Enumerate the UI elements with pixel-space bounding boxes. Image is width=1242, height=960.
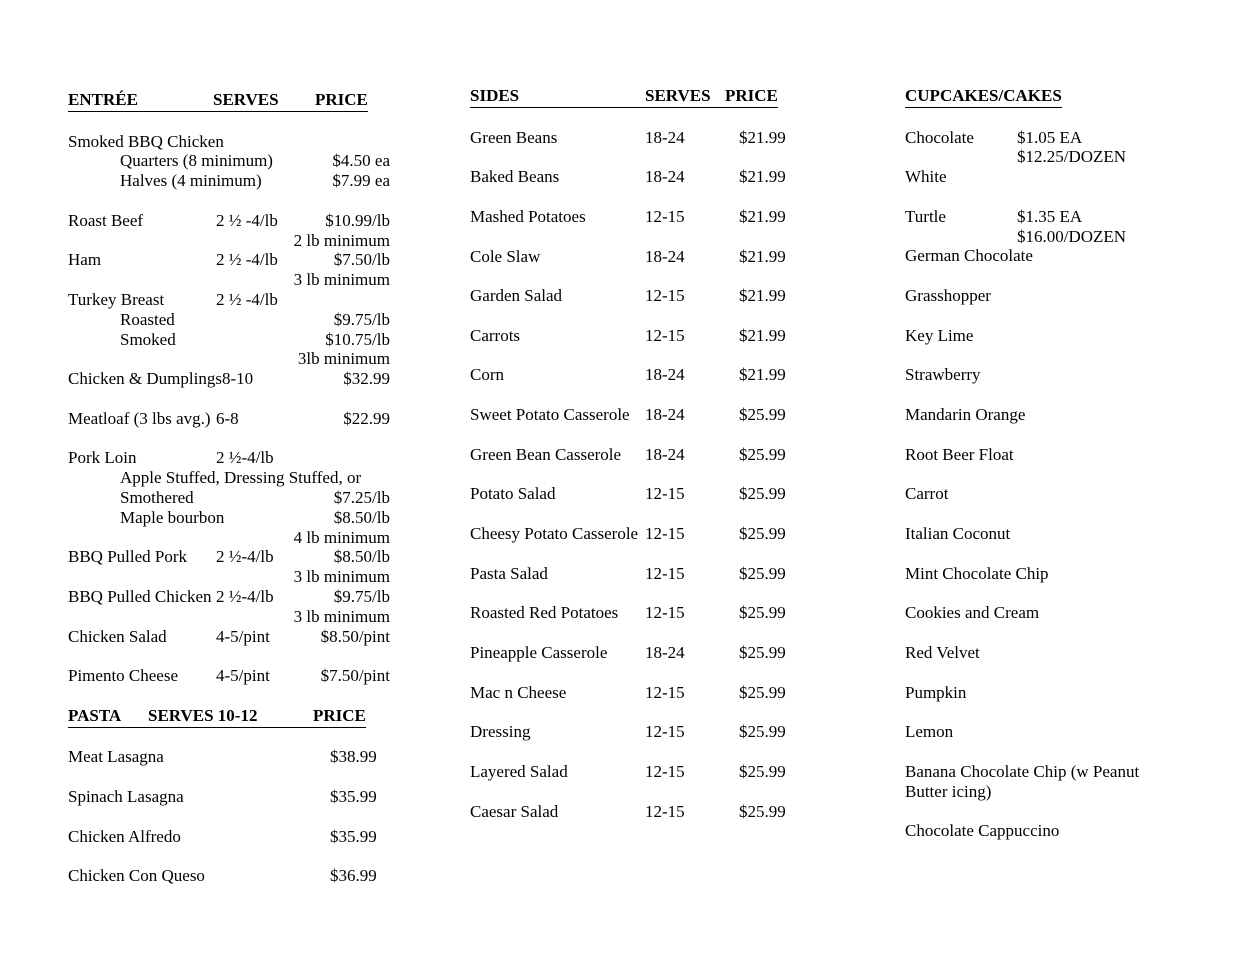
item-name (68, 231, 216, 251)
item-price: $8.50/lb (333, 507, 390, 527)
blank-line (68, 191, 390, 211)
item-serves: 18-24 (645, 246, 685, 266)
sides-item-row (470, 802, 788, 822)
item-name: Caesar Salad (470, 801, 559, 821)
item-name: Mandarin Orange (905, 405, 1026, 425)
item-price: $8.50/lb (333, 547, 390, 567)
item-name: Cole Slaw (470, 246, 541, 266)
item-serves: 2 ½-4/lb (216, 448, 274, 468)
item-serves: 18-24 (645, 167, 685, 187)
item-name: Chocolate (905, 127, 974, 147)
entree-line (68, 250, 390, 270)
item-price: $21.99 (739, 206, 786, 226)
item-price: $7.50/pint (320, 666, 390, 686)
item-price: $25.99 (739, 722, 786, 742)
item-price: $25.99 (739, 524, 786, 544)
item-price (1017, 167, 1242, 187)
entree-line (68, 132, 390, 152)
entree-line (68, 567, 390, 587)
pasta-item-row (68, 747, 390, 767)
item-price: $9.75/lb (333, 586, 390, 606)
entree-line (68, 171, 390, 191)
entree-line (68, 211, 390, 231)
item-name: Smoked (120, 329, 176, 349)
item-serves: 2 ½ -4/lb (216, 289, 278, 309)
sides-item-row (470, 286, 788, 306)
item-price: $10.99/lb (325, 210, 390, 230)
item-serves: 12-15 (645, 722, 685, 742)
entree-line (68, 270, 390, 290)
cupcake-line (905, 643, 1242, 663)
item-name: BBQ Pulled Chicken (68, 586, 212, 606)
item-name: Roasted Red Potatoes (470, 603, 619, 623)
item-price: $38.99 (330, 747, 377, 767)
sides-item-row (470, 762, 788, 782)
entree-pasta-column (68, 90, 390, 906)
entree-line (68, 468, 390, 488)
item-serves: 12-15 (645, 524, 685, 544)
item-serves: 12-15 (645, 761, 685, 781)
item-price: 3 lb minimum (293, 606, 390, 626)
item-name: Green Beans (470, 127, 558, 147)
item-price (1017, 683, 1242, 703)
item-name: Sweet Potato Casserole (470, 405, 630, 425)
cupcake-line (905, 227, 1242, 247)
item-price: 4 lb minimum (293, 527, 390, 547)
entree-line (68, 330, 390, 350)
item-price (1017, 445, 1242, 465)
pasta-item-row (68, 866, 390, 886)
cupcake-line (905, 445, 1242, 465)
item-name: Butter icing) (905, 781, 992, 801)
item-price: $25.99 (739, 682, 786, 702)
item-price: $21.99 (739, 325, 786, 345)
item-price (1033, 246, 1242, 266)
item-name: Grasshopper (905, 286, 991, 306)
cupcakes-column (905, 86, 1242, 861)
item-name: Mashed Potatoes (470, 206, 586, 226)
item-price: $36.99 (330, 866, 377, 886)
item-name: Strawberry (905, 365, 981, 385)
sides-header-title: SIDES (470, 86, 520, 105)
item-price: $25.99 (739, 405, 786, 425)
sides-item-row (470, 167, 788, 187)
item-serves: 12-15 (645, 206, 685, 226)
cupcakes-list (905, 128, 1242, 841)
item-name: Pimento Cheese (68, 666, 179, 686)
sides-column (470, 86, 788, 841)
cupcake-line (905, 207, 1242, 227)
cupcake-line (905, 722, 1242, 742)
item-serves: 12-15 (645, 801, 685, 821)
item-name: Cheesy Potato Casserole (470, 524, 639, 544)
item-price: $7.50/lb (333, 250, 390, 270)
item-serves: 18-24 (645, 365, 685, 385)
item-serves: 18-24 (645, 642, 685, 662)
item-price: $25.99 (739, 761, 786, 781)
cupcake-line (905, 762, 1242, 782)
cupcake-line (905, 683, 1242, 703)
item-price: $21.99 (739, 246, 786, 266)
cupcake-line (905, 286, 1242, 306)
item-serves: 2 ½-4/lb (216, 586, 274, 606)
item-name: Turkey Breast (68, 289, 165, 309)
cupcake-line (905, 365, 1242, 385)
item-name: Maple bourbon (120, 507, 225, 527)
item-name: German Chocolate (905, 246, 1033, 266)
item-name: White (905, 167, 947, 187)
cupcake-line (905, 564, 1242, 584)
item-name: Pumpkin (905, 682, 967, 702)
item-serves: 12-15 (645, 682, 685, 702)
entree-line (68, 310, 390, 330)
sides-item-row (470, 564, 788, 584)
entree-line (68, 369, 390, 389)
item-name: Chicken Con Queso (68, 866, 205, 886)
item-serves: 2 ½-4/lb (216, 547, 274, 567)
item-price (274, 448, 390, 468)
entree-line (68, 508, 390, 528)
item-price: 3 lb minimum (293, 270, 390, 290)
item-name: Roasted (120, 309, 175, 329)
sides-item-row (470, 128, 788, 148)
item-price (1017, 722, 1242, 742)
pasta-list (68, 747, 390, 886)
item-name (905, 227, 1017, 247)
cupcakes-header-title: CUPCAKES/CAKES (905, 86, 1062, 105)
item-price (361, 468, 390, 488)
item-serves: 2 ½ -4/lb (216, 250, 278, 270)
item-price: $8.50/pint (320, 626, 390, 646)
sides-item-row (470, 247, 788, 267)
blank-line (68, 686, 390, 706)
sides-list (470, 128, 788, 822)
item-price: $25.99 (739, 603, 786, 623)
item-price: $25.99 (739, 563, 786, 583)
entree-line (68, 488, 390, 508)
item-serves: 12-15 (645, 603, 685, 623)
entree-line (68, 231, 390, 251)
pasta-header-title: PASTA (68, 705, 122, 725)
item-name: Smoked BBQ Chicken (68, 131, 224, 151)
item-price: $4.50 ea (332, 151, 390, 171)
item-serves: 8-10 (221, 369, 254, 389)
item-price (1049, 564, 1242, 584)
item-name: Dressing (470, 722, 531, 742)
item-name: Chocolate Cappuccino (905, 821, 1060, 841)
item-price: $25.99 (739, 484, 786, 504)
sides-item-row (470, 484, 788, 504)
item-serves: 18-24 (645, 405, 685, 425)
item-serves: 6-8 (216, 408, 239, 428)
entree-line (68, 627, 390, 647)
item-price: $22.99 (343, 408, 390, 428)
item-name: Chicken Alfredo (68, 826, 181, 846)
item-name: Lemon (905, 722, 954, 742)
item-price (1039, 603, 1242, 623)
item-price: 3 lb minimum (293, 567, 390, 587)
item-name: Roast Beef (68, 210, 144, 230)
item-price: $12.25/DOZEN (1017, 147, 1127, 167)
item-name: Key Lime (905, 325, 974, 345)
blank-line (68, 389, 390, 409)
item-price (1017, 365, 1242, 385)
cupcake-line (905, 246, 1242, 266)
item-name: Pork Loin (68, 448, 137, 468)
item-name: Apple Stuffed, Dressing Stuffed, or (120, 468, 362, 488)
item-name: Smothered (120, 487, 194, 507)
item-serves: 12-15 (645, 325, 685, 345)
item-serves: 12-15 (645, 286, 685, 306)
sides-item-row (470, 722, 788, 742)
item-name: Meatloaf (3 lbs avg.) (68, 408, 211, 428)
item-price: $1.35 EA (1017, 206, 1083, 226)
item-price: $21.99 (739, 167, 786, 187)
item-name (68, 567, 216, 587)
item-price (1059, 821, 1242, 841)
item-name: Chicken Salad (68, 626, 167, 646)
item-name: Mac n Cheese (470, 682, 567, 702)
entree-line (68, 409, 390, 429)
item-price: $10.75/lb (325, 329, 390, 349)
item-name: Ham (68, 250, 102, 270)
item-name: Cookies and Cream (905, 603, 1040, 623)
sides-item-row (470, 207, 788, 227)
entree-line (68, 151, 390, 171)
item-price (1017, 326, 1242, 346)
cupcake-line (905, 147, 1242, 167)
cupcake-line (905, 405, 1242, 425)
entree-list (68, 112, 390, 706)
item-price: $21.99 (739, 365, 786, 385)
item-name: Turtle (905, 206, 946, 226)
cupcake-line (905, 484, 1242, 504)
sides-item-row (470, 524, 788, 544)
entree-line (68, 349, 390, 369)
item-name: Meat Lasagna (68, 747, 164, 767)
item-price: $25.99 (739, 444, 786, 464)
item-name: Halves (4 minimum) (120, 171, 262, 191)
item-price: $7.99 ea (332, 171, 390, 191)
item-price (278, 290, 390, 310)
sides-item-row (470, 405, 788, 425)
entree-line (68, 448, 390, 468)
sides-item-row (470, 365, 788, 385)
item-price: $35.99 (330, 786, 377, 806)
item-serves: 12-15 (645, 563, 685, 583)
entree-line (68, 607, 390, 627)
item-price: $35.99 (330, 826, 377, 846)
item-price (1017, 484, 1242, 504)
item-serves: 4-5/pint (216, 666, 270, 686)
cupcake-line (905, 524, 1242, 544)
item-price: $21.99 (739, 286, 786, 306)
item-price (1017, 643, 1242, 663)
item-name: Red Velvet (905, 642, 980, 662)
item-name (905, 147, 1017, 167)
item-name: Corn (470, 365, 504, 385)
sides-item-row (470, 643, 788, 663)
item-price: 3lb minimum (297, 349, 390, 369)
item-price: $25.99 (739, 642, 786, 662)
blank-line (68, 112, 390, 132)
pasta-header-price: PRICE (313, 705, 366, 725)
entree-header-price: PRICE (315, 90, 368, 109)
sides-header (470, 86, 778, 108)
item-price: $16.00/DOZEN (1017, 226, 1127, 246)
cupcake-line (905, 167, 1242, 187)
cupcake-line (905, 782, 1242, 802)
entree-line (68, 547, 390, 567)
item-price (1017, 782, 1242, 802)
item-price (1017, 524, 1242, 544)
item-price: 2 lb minimum (293, 230, 390, 250)
entree-header (68, 90, 368, 112)
sides-item-row (470, 445, 788, 465)
cupcake-line (905, 128, 1242, 148)
item-name: Chicken & Dumplings (68, 369, 222, 389)
cupcakes-header (905, 86, 1062, 108)
item-price: $32.99 (343, 369, 390, 389)
item-price (1017, 286, 1242, 306)
cupcake-line (905, 603, 1242, 623)
item-name: Root Beer Float (905, 444, 1014, 464)
item-serves: 12-15 (645, 484, 685, 504)
pasta-header-serves: SERVES 10-12 (148, 705, 258, 725)
item-serves: 4-5/pint (216, 626, 270, 646)
item-price: $7.25/lb (333, 487, 390, 507)
item-name: Baked Beans (470, 167, 560, 187)
pasta-item-row (68, 827, 390, 847)
item-price (1025, 405, 1242, 425)
item-name (68, 528, 216, 548)
item-price: $21.99 (739, 127, 786, 147)
entree-header-title: ENTRÉE (68, 90, 138, 109)
sides-item-row (470, 603, 788, 623)
item-name: Spinach Lasagna (68, 786, 184, 806)
item-name: Carrots (470, 325, 521, 345)
item-name: Banana Chocolate Chip (w Peanut (905, 761, 1140, 781)
sides-item-row (470, 683, 788, 703)
item-name: Quarters (8 minimum) (120, 151, 273, 171)
item-name: BBQ Pulled Pork (68, 547, 188, 567)
item-name: Mint Chocolate Chip (905, 563, 1049, 583)
entree-line (68, 587, 390, 607)
item-name: Garden Salad (470, 286, 563, 306)
item-price: $9.75/lb (333, 309, 390, 329)
item-name: Potato Salad (470, 484, 556, 504)
item-name: Pineapple Casserole (470, 642, 608, 662)
entree-header-serves: SERVES (213, 90, 279, 109)
entree-line (68, 528, 390, 548)
item-serves: 18-24 (645, 444, 685, 464)
pasta-header (68, 706, 366, 728)
item-price (224, 132, 390, 152)
sides-item-row (470, 326, 788, 346)
pasta-item-row (68, 787, 390, 807)
item-price (1139, 762, 1242, 782)
item-name: Layered Salad (470, 761, 568, 781)
blank-line (68, 646, 390, 666)
blank-line (68, 429, 390, 449)
item-name: Green Bean Casserole (470, 444, 622, 464)
item-name (68, 607, 216, 627)
sides-header-price: PRICE (725, 86, 778, 105)
entree-line (68, 666, 390, 686)
sides-header-serves: SERVES (645, 86, 711, 105)
cupcake-line (905, 821, 1242, 841)
cupcake-line (905, 326, 1242, 346)
item-name: Pasta Salad (470, 563, 548, 583)
item-name: Italian Coconut (905, 523, 1011, 543)
item-price: $25.99 (739, 801, 786, 821)
item-serves: 18-24 (645, 127, 685, 147)
item-name (68, 349, 216, 369)
item-price: $1.05 EA (1017, 127, 1083, 147)
item-name (68, 270, 216, 290)
entree-line (68, 290, 390, 310)
item-name: Carrot (905, 484, 949, 504)
item-serves: 2 ½ -4/lb (216, 210, 278, 230)
